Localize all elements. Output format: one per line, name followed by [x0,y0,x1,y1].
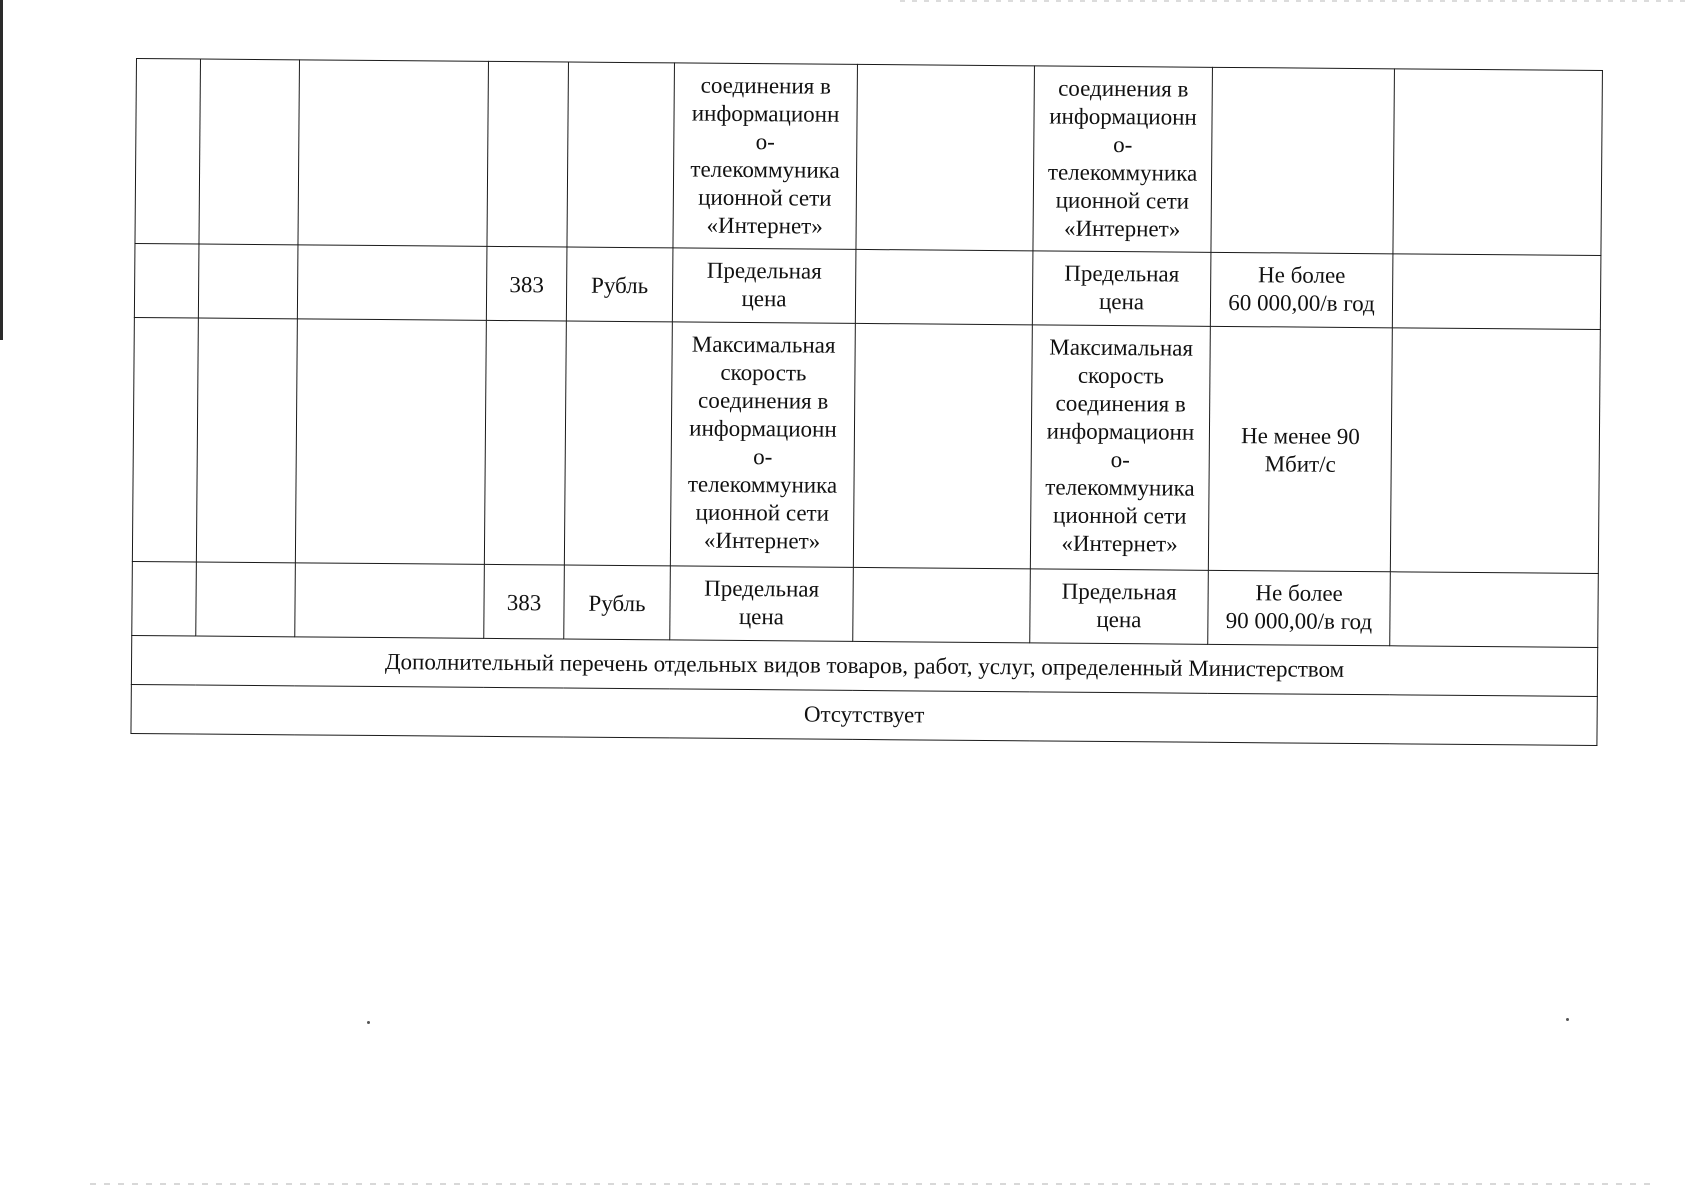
table-cell [567,62,675,248]
table-cell [487,61,569,247]
table-cell [484,320,566,565]
characteristic-cell: Предельная цена [1030,569,1209,644]
table-cell [853,323,1032,568]
value-cell: Не более 90 000,00/в год [1208,570,1391,645]
table-cell [134,243,199,318]
characteristic-cell: соединения в информационн о- телекоммуника ционной сети «Интернет» [1033,66,1213,252]
characteristic-cell: соединения в информационн о- телекоммуника ционной сети «Интернет» [673,63,858,249]
characteristic-cell: Предельная цена [1032,251,1211,326]
table-cell [132,561,197,636]
table-cell [295,563,485,639]
table-cell [855,249,1033,324]
value-cell [1211,67,1395,253]
scan-speck [367,1021,370,1024]
value-cell: Не более 60 000,00/в год [1210,252,1393,327]
table-cell [196,562,296,637]
table-cell [295,319,486,565]
value-cell: Не менее 90 Мбит/с [1208,326,1392,571]
scan-speck [1566,1018,1569,1021]
table-row [132,317,1600,573]
table-row [135,59,1602,256]
table-cell [853,567,1031,642]
table-cell [297,245,487,321]
table-cell [564,321,672,566]
characteristic-cell: Предельная цена [672,248,856,323]
additional-list-heading: Дополнительный перечень отдельных видов товаров, работ, услуг, определенный Министерством [131,635,1597,696]
table-cell [198,244,298,319]
scan-noise-top [900,0,1686,2]
additional-list-value: Отсутствует [131,684,1597,745]
table-row [134,243,1601,329]
table-cell [196,318,297,563]
table-cell [298,60,489,247]
table-cell [1393,69,1603,256]
unit-name-cell: Рубль [564,565,671,640]
table-cell [1390,328,1600,574]
unit-name-cell: Рубль [566,247,673,322]
unit-code-cell: 383 [486,246,567,321]
characteristic-cell: Предельная цена [670,566,854,641]
table-row [132,561,1599,647]
scan-edge [0,0,3,340]
characteristic-cell: Максимальная скорость соединения в информационн о- телекоммуника ционной сети «Интернет» [670,322,855,567]
table-cell [856,64,1035,250]
scan-noise-bottom [90,1183,1650,1185]
requirements-table [130,58,1602,746]
table-cell [199,59,300,245]
table-cell [1390,572,1599,648]
unit-code-cell: 383 [484,564,565,639]
table-cell [1392,254,1601,330]
table-cell [135,59,201,245]
table-cell [132,317,198,562]
characteristic-cell: Максимальная скорость соединения в информационн о- телекоммуника ционной сети «Интернет» [1030,325,1210,570]
